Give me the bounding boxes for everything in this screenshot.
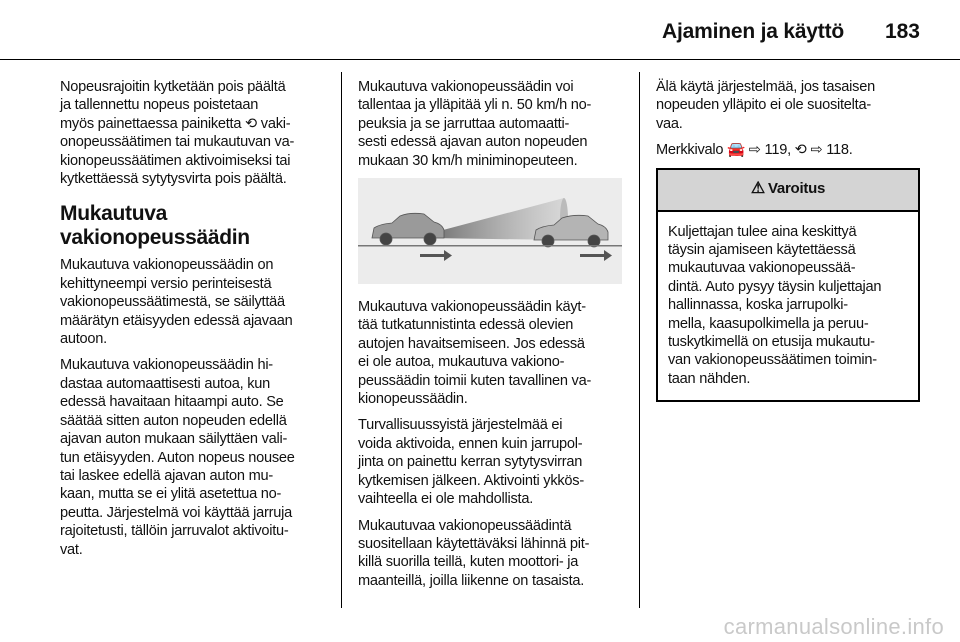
column-divider-2 (639, 72, 640, 608)
header-title: Ajaminen ja käyttö (662, 20, 844, 43)
page-header (0, 0, 960, 60)
paragraph-speed-range: Mukautuva vakionopeussäädin voi tallentaa ja ylläpitää yli n. 50 km/h no- peuksia ja se jarruttaa automaatti- sesti edessä ajavan auton nopeuden mukaan 30 km/h miniminopeuteen. (358, 79, 592, 169)
adaptive-cruise-illustration (358, 178, 622, 284)
paragraph-speed-limiter-off: Nopeusrajoitin kytketään pois päältä ja tallennettu nopeus poistetaan myös painettaessa painiketta ⟲ vaki- onopeussäätimen tai mukautuvan va- kionopeussäätimen aktivoimiseksi tai kytkettäessä sytytysvirta pois päältä. (60, 79, 295, 188)
paragraph-do-not-use: Älä käytä järjestelmää, jos tasaisen nopeuden ylläpito ei ole suositelta- vaa. (656, 79, 875, 132)
paragraph-adaptive-slowdown: Mukautuva vakionopeussäädin hi- dastaa automaattisesti autoa, kun edessä havaitaan hitaampi auto. Se säätää sitten auton nopeuden edellä ajavan auton mukaan säilyttäen vali- tun etäisyyden. Auton nopeus nousee tai laskee edellä ajavan auton mu- kaan, mutta se ei ylitä asetettua no- peutta. Järjestelmä voi käyttää jarruja rajoitetusti, tällöin jarruvalot aktivoitu- vat. (60, 357, 295, 558)
header-rule (0, 59, 960, 60)
road-line (358, 245, 622, 247)
paragraph-adaptive-intro: Mukautuva vakionopeussäädin on kehittyneempi versio perinteisestä vakionopeussäätimestä, se säilyttää määrätyn etäisyyden edessä ajavaan autoon. (60, 257, 293, 348)
paragraph-activation-safety: Turvallisuussyistä järjestelmää ei voida aktivoida, ennen kuin jarrupol- jinta on painettu kerran sytytysvirran kytkemisen jälkeen. Aktivointi ykkös- vaihteella ei ole mahdollista. (358, 417, 584, 508)
column-divider-1 (341, 72, 342, 608)
rear-car (372, 213, 444, 245)
warning-text: Kuljettajan tulee aina keskittyä täysin ajamiseen käytettäessä mukautuvaa vakionopeussää- dintä. Auto pysyy täysin kuljettajan hallinnassa, koska jarrupolki- mella, kaasupolkimella ja peruu- tuskytkimellä on etusija mukautu- van vakionopeussäätimen toimin- taan nähden. (668, 223, 882, 387)
warning-triangle-icon: ⚠ (750, 180, 765, 198)
page-number: 183 (884, 20, 920, 43)
warning-title: Varoitus (767, 180, 826, 198)
column-2 (358, 78, 622, 598)
column-1 (60, 78, 324, 567)
arrow-rear (420, 250, 452, 261)
paragraph-radar-sensor: Mukautuva vakionopeussäädin käyt- tää tutkatunnistinta edessä olevien autojen havaitsemiseen. Jos edessä ei ole autoa, mukautuva vakiono- peussäädin toimii kuten tavallinen va- kionopeussäädin. (358, 299, 592, 408)
watermark: carmanualsonline.info (723, 614, 944, 639)
warning-header (658, 170, 918, 212)
arrow-front (580, 250, 612, 261)
paragraph-indicator-reference: Merkkivalo 🚘 ⇨ 119, ⟲ ⇨ 118. (656, 142, 853, 159)
warning-box (656, 168, 920, 403)
section-heading-adaptive-cruise: Mukautuva vakionopeussäädin (60, 202, 250, 250)
paragraph-recommended-use: Mukautuvaa vakionopeussäädintä suositellaan käytettäväksi lähinnä pit- killä suorilla teillä, kuten moottori- ja maanteillä, joilla liikenne on tasaista. (358, 517, 590, 589)
column-3 (656, 78, 920, 402)
